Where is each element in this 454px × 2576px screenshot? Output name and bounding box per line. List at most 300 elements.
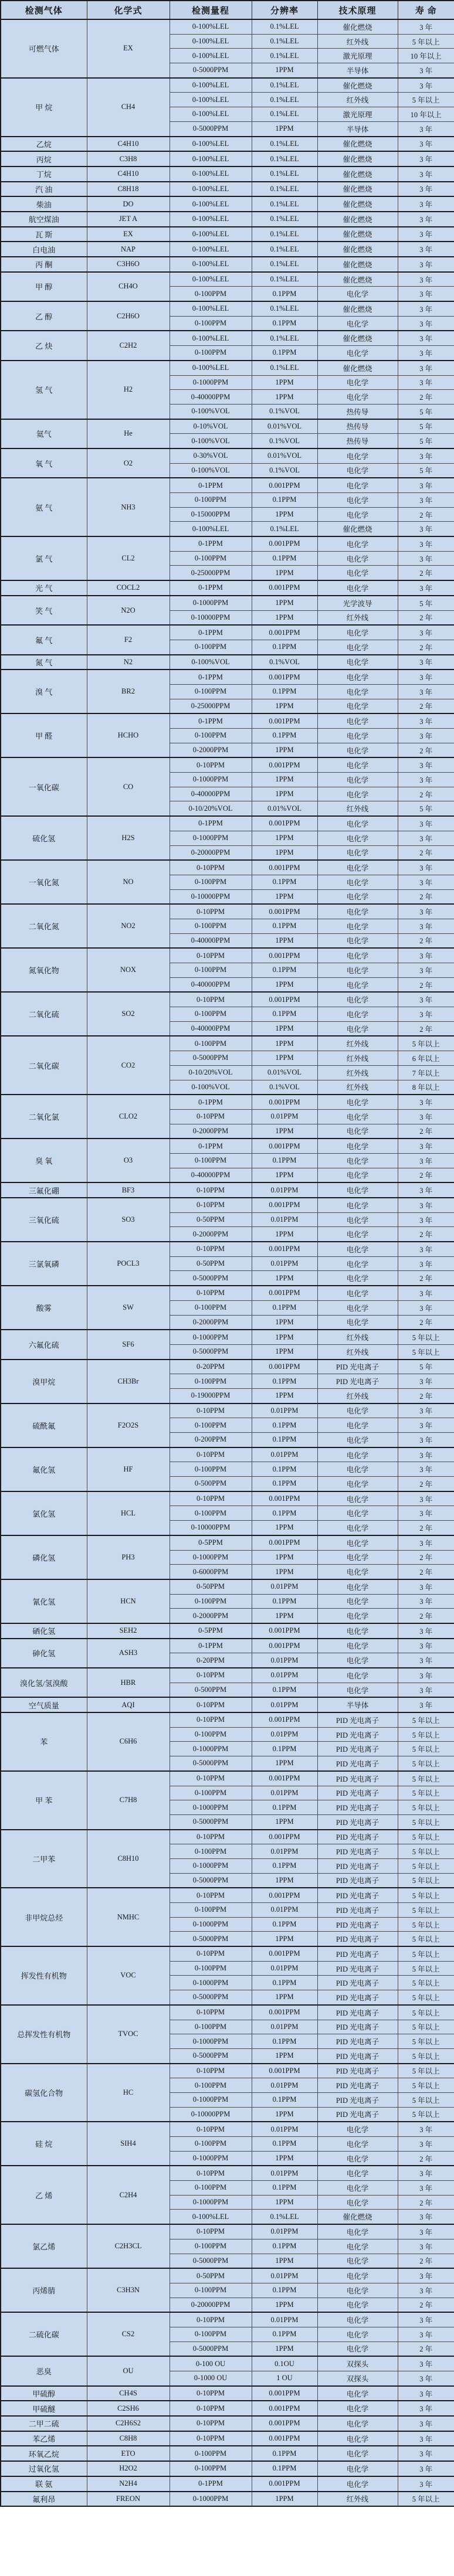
table-row <box>1 1946 454 1961</box>
life-cell: 5 年以上 <box>398 2492 454 2507</box>
principle-cell: PID 光电离子 <box>317 1961 398 1976</box>
principle-cell: 电化学 <box>317 860 398 875</box>
resolution-cell: 1PPM <box>252 773 317 787</box>
principle-cell: 电化学 <box>317 2298 398 2312</box>
range-cell: 0-40000PPM <box>170 977 252 992</box>
range-cell: 0-1000PPM <box>170 1550 252 1565</box>
resolution-cell: 0.01PPM <box>252 1403 317 1418</box>
range-cell: 0-1000PPM <box>170 1800 252 1815</box>
formula-cell: HF <box>87 1447 170 1491</box>
resolution-cell: 0.01PPM <box>252 2078 317 2093</box>
range-cell: 0-100PPM <box>170 2461 252 2476</box>
resolution-cell: 1PPM <box>252 1124 317 1139</box>
resolution-cell: 0.1PPM <box>252 2239 317 2254</box>
table-row <box>1 166 454 182</box>
life-cell: 3 年 <box>398 2401 454 2416</box>
life-cell: 3 年 <box>398 2210 454 2224</box>
range-cell: 0-50PPM <box>170 1256 252 1271</box>
range-cell: 0-100%LEL <box>170 107 252 122</box>
resolution-cell: 0.001PPM <box>252 536 317 551</box>
range-cell: 0-2000PPM <box>170 1124 252 1139</box>
resolution-cell: 0.1PPM <box>252 2034 317 2049</box>
principle-cell: 激光原理 <box>317 107 398 122</box>
resolution-cell: 1PPM <box>252 1814 317 1829</box>
gas-cell: 臭 氧 <box>1 1139 87 1182</box>
range-cell: 0-100%VOL <box>170 1080 252 1095</box>
resolution-cell: 0.01%VOL <box>252 801 317 816</box>
range-cell: 0-20PPM <box>170 1653 252 1668</box>
range-cell: 0-10PPM <box>170 992 252 1007</box>
range-cell: 0-5000PPM <box>170 1990 252 2005</box>
gas-cell: 可燃气体 <box>1 19 87 78</box>
gas-cell: 氧 气 <box>1 448 87 478</box>
gas-cell: 硅 烷 <box>1 2122 87 2166</box>
life-cell: 3 年 <box>398 301 454 316</box>
principle-cell: PID 光电离子 <box>317 2005 398 2020</box>
formula-cell: BR2 <box>87 670 170 713</box>
principle-cell: 电化学 <box>317 2137 398 2152</box>
principle-cell: 光学波导 <box>317 596 398 610</box>
principle-cell: 电化学 <box>317 699 398 713</box>
range-cell: 0-5000PPM <box>170 2341 252 2356</box>
principle-cell: PID 光电离子 <box>317 1932 398 1946</box>
table-row <box>1 2122 454 2136</box>
resolution-cell: 1PPM <box>252 1036 317 1051</box>
formula-cell: PH3 <box>87 1535 170 1579</box>
resolution-cell: 0.1%LEL <box>252 19 317 34</box>
life-cell: 3 年 <box>398 287 454 301</box>
resolution-cell: 0.01%VOL <box>252 419 317 434</box>
resolution-cell: 0.1PPM <box>252 1300 317 1315</box>
table-row <box>1 580 454 596</box>
principle-cell: PID 光电离子 <box>317 1742 398 1756</box>
resolution-cell: 1PPM <box>252 1021 317 1036</box>
principle-cell: 电化学 <box>317 2239 398 2254</box>
principle-cell: 电化学 <box>317 773 398 787</box>
resolution-cell: 1PPM <box>252 831 317 845</box>
range-cell: 0-10PPM <box>170 1888 252 1902</box>
resolution-cell: 0.1PPM <box>252 1594 317 1609</box>
resolution-cell: 1PPM <box>252 699 317 713</box>
resolution-cell: 0.01PPM <box>252 1668 317 1683</box>
formula-cell: C4H10 <box>87 137 170 152</box>
formula-cell: NAP <box>87 242 170 257</box>
resolution-cell: 0.01PPM <box>252 1256 317 1271</box>
resolution-cell: 0.01PPM <box>252 2224 317 2239</box>
resolution-cell: 1PPM <box>252 1609 317 1623</box>
range-cell: 0-1PPM <box>170 816 252 831</box>
resolution-cell: 0.1PPM <box>252 1462 317 1477</box>
table-row <box>1 1888 454 1902</box>
range-cell: 0-10PPM <box>170 1712 252 1727</box>
life-cell: 7 年以上 <box>398 1065 454 1080</box>
life-cell: 5 年 <box>398 419 454 434</box>
life-cell: 3 年 <box>398 361 454 375</box>
principle-cell: 电化学 <box>317 977 398 992</box>
gas-cell: 二氧化硫 <box>1 992 87 1036</box>
resolution-cell: 1PPM <box>252 596 317 610</box>
resolution-cell: 1 OU <box>252 2371 317 2386</box>
principle-cell: 电化学 <box>317 1403 398 1418</box>
resolution-cell: 0.001PPM <box>252 1491 317 1506</box>
principle-cell: 红外线 <box>317 1330 398 1344</box>
life-cell: 5 年以上 <box>398 2107 454 2122</box>
range-cell: 0-100%VOL <box>170 655 252 670</box>
header-resolution: 分辨率 <box>252 1 317 19</box>
principle-cell: 电化学 <box>317 478 398 492</box>
resolution-cell: 0.1%LEL <box>252 93 317 107</box>
principle-cell: 电化学 <box>317 655 398 670</box>
gas-cell: 氯化氢 <box>1 1491 87 1535</box>
formula-cell: C2H6S2 <box>87 2416 170 2431</box>
resolution-cell: 0.01PPM <box>252 1212 317 1227</box>
range-cell: 0-10PPM <box>170 2122 252 2136</box>
range-cell: 0-100%LEL <box>170 78 252 93</box>
life-cell: 3 年 <box>398 182 454 197</box>
principle-cell: 电化学 <box>317 1095 398 1109</box>
range-cell: 0-100PPM <box>170 963 252 978</box>
range-cell: 0-10PPM <box>170 948 252 963</box>
principle-cell: 电化学 <box>317 1286 398 1300</box>
range-cell: 0-10PPM <box>170 2224 252 2239</box>
range-cell: 0-100%LEL <box>170 361 252 375</box>
range-cell: 0-1PPM <box>170 580 252 596</box>
principle-cell: 电化学 <box>317 2312 398 2327</box>
range-cell: 0-20PPM <box>170 1360 252 1374</box>
resolution-cell: 0.01PPM <box>252 1109 317 1124</box>
range-cell: 0-40000PPM <box>170 1168 252 1182</box>
resolution-cell: 0.1PPM <box>252 2327 317 2341</box>
gas-cell: 苯乙烯 <box>1 2431 87 2446</box>
resolution-cell: 0.1PPM <box>252 963 317 978</box>
resolution-cell: 1PPM <box>252 1168 317 1182</box>
principle-cell: 红外线 <box>317 1036 398 1051</box>
range-cell: 0-5PPM <box>170 1535 252 1550</box>
life-cell: 3 年 <box>398 904 454 919</box>
formula-cell: DO <box>87 196 170 212</box>
principle-cell: 红外线 <box>317 1080 398 1095</box>
table-row <box>1 2431 454 2446</box>
formula-cell: EX <box>87 227 170 242</box>
range-cell: 0-100%LEL <box>170 272 252 287</box>
range-cell: 0-100PPM <box>170 316 252 331</box>
range-cell: 0-40000PPM <box>170 787 252 801</box>
resolution-cell: 0.01%VOL <box>252 448 317 463</box>
table-row <box>1 816 454 831</box>
principle-cell: 电化学 <box>317 2416 398 2431</box>
resolution-cell: 0.001PPM <box>252 1639 317 1653</box>
table-row <box>1 2461 454 2476</box>
life-cell: 2 年 <box>398 1168 454 1182</box>
life-cell: 3 年 <box>398 1594 454 1609</box>
life-cell: 5 年 <box>398 596 454 610</box>
principle-cell: 电化学 <box>317 2151 398 2166</box>
resolution-cell: 0.1OU <box>252 2356 317 2371</box>
life-cell: 3 年 <box>398 272 454 287</box>
life-cell: 5 年以上 <box>398 1888 454 1902</box>
life-cell: 3 年 <box>398 151 454 166</box>
principle-cell: 热传导 <box>317 404 398 419</box>
range-cell: 0-100PPM <box>170 1786 252 1800</box>
range-cell: 0-1PPM <box>170 625 252 640</box>
formula-cell: N2H4 <box>87 2476 170 2492</box>
life-cell: 3 年 <box>398 242 454 257</box>
resolution-cell: 0.001PPM <box>252 2401 317 2416</box>
life-cell: 2 年 <box>398 640 454 654</box>
range-cell: 0-500PPM <box>170 1683 252 1697</box>
range-cell: 0-10PPM <box>170 1697 252 1712</box>
range-cell: 0-10PPM <box>170 1771 252 1786</box>
principle-cell: 催化燃烧 <box>317 166 398 182</box>
range-cell: 0-1PPM <box>170 1095 252 1109</box>
principle-cell: 电化学 <box>317 1153 398 1168</box>
range-cell: 0-1PPM <box>170 2476 252 2492</box>
gas-cell: 硫化氢 <box>1 816 87 860</box>
range-cell: 0-1000 OU <box>170 2371 252 2386</box>
gas-cell: 氰化氢 <box>1 1579 87 1623</box>
resolution-cell: 0.1%LEL <box>252 361 317 375</box>
table-row <box>1 137 454 152</box>
header-range: 检测量程 <box>170 1 252 19</box>
range-cell: 0-10/20%VOL <box>170 1065 252 1080</box>
range-cell: 0-5000PPM <box>170 2254 252 2268</box>
resolution-cell: 1PPM <box>252 2195 317 2210</box>
resolution-cell: 1PPM <box>252 507 317 522</box>
life-cell: 3 年 <box>398 2312 454 2327</box>
range-cell: 0-10PPM <box>170 2312 252 2327</box>
principle-cell: 电化学 <box>317 1683 398 1697</box>
life-cell: 3 年 <box>398 1198 454 1212</box>
gas-cell: 空气质量 <box>1 1697 87 1712</box>
gas-cell: 丁烷 <box>1 166 87 182</box>
resolution-cell: 0.001PPM <box>252 1360 317 1374</box>
resolution-cell: 0.1PPM <box>252 2092 317 2107</box>
life-cell: 2 年 <box>398 2254 454 2268</box>
principle-cell: 红外线 <box>317 1344 398 1359</box>
formula-cell: HC <box>87 2064 170 2122</box>
principle-cell: 半导体 <box>317 121 398 136</box>
life-cell: 5 年以上 <box>398 1330 454 1344</box>
resolution-cell: 0.01PPM <box>252 1903 317 1918</box>
life-cell: 2 年 <box>398 1388 454 1403</box>
range-cell: 0-1000PPM <box>170 1917 252 1932</box>
range-cell: 0-100PPM <box>170 1300 252 1315</box>
principle-cell: 电化学 <box>317 743 398 757</box>
formula-cell: N2 <box>87 655 170 670</box>
resolution-cell: 0.1%VOL <box>252 434 317 448</box>
life-cell: 5 年以上 <box>398 1903 454 1918</box>
table-row <box>1 301 454 316</box>
life-cell: 5 年以上 <box>398 1858 454 1873</box>
table-row <box>1 1242 454 1256</box>
gas-cell: 溴 气 <box>1 670 87 713</box>
gas-cell: 甲硫醚 <box>1 2401 87 2416</box>
table-row <box>1 1139 454 1153</box>
range-cell: 0-40000PPM <box>170 933 252 948</box>
principle-cell: 电化学 <box>317 1506 398 1521</box>
gas-cell: 光 气 <box>1 580 87 596</box>
resolution-cell: 0.1PPM <box>252 1683 317 1697</box>
range-cell: 0-100PPM <box>170 1903 252 1918</box>
principle-cell: 红外线 <box>317 1388 398 1403</box>
resolution-cell: 0.001PPM <box>252 670 317 684</box>
life-cell: 3 年 <box>398 1242 454 1256</box>
table-row <box>1 904 454 919</box>
resolution-cell: 0.001PPM <box>252 1139 317 1153</box>
formula-cell: H2 <box>87 361 170 419</box>
life-cell: 2 年 <box>398 743 454 757</box>
life-cell: 2 年 <box>398 1227 454 1242</box>
life-cell: 3 年 <box>398 1139 454 1153</box>
principle-cell: PID 光电离子 <box>317 2107 398 2122</box>
resolution-cell: 0.1PPM <box>252 1374 317 1389</box>
resolution-cell: 0.001PPM <box>252 1623 317 1639</box>
resolution-cell: 0.001PPM <box>252 904 317 919</box>
principle-cell: PID 光电离子 <box>317 1917 398 1932</box>
resolution-cell: 0.01PPM <box>252 1697 317 1712</box>
resolution-cell: 1PPM <box>252 2492 317 2507</box>
principle-cell: 电化学 <box>317 2431 398 2446</box>
resolution-cell: 0.001PPM <box>252 1535 317 1550</box>
range-cell: 0-10PPM <box>170 2431 252 2446</box>
principle-cell: 电化学 <box>317 816 398 831</box>
principle-cell: 电化学 <box>317 1315 398 1330</box>
range-cell: 0-10PPM <box>170 1668 252 1683</box>
range-cell: 0-10000PPM <box>170 889 252 904</box>
life-cell: 2 年 <box>398 390 454 405</box>
principle-cell: 电化学 <box>317 1433 398 1447</box>
formula-cell: JET A <box>87 212 170 227</box>
resolution-cell: 0.001PPM <box>252 1095 317 1109</box>
table-row <box>1 1535 454 1550</box>
principle-cell: 电化学 <box>317 831 398 845</box>
life-cell: 3 年 <box>398 684 454 699</box>
principle-cell: 电化学 <box>317 787 398 801</box>
resolution-cell: 0.1%LEL <box>252 49 317 63</box>
life-cell: 2 年 <box>398 699 454 713</box>
life-cell: 3 年 <box>398 919 454 933</box>
principle-cell: PID 光电离子 <box>317 2078 398 2093</box>
resolution-cell: 0.1PPM <box>252 875 317 889</box>
table-row <box>1 2005 454 2020</box>
principle-cell: 电化学 <box>317 992 398 1007</box>
life-cell: 3 年 <box>398 121 454 136</box>
range-cell: 0-1000PPM <box>170 375 252 390</box>
formula-cell: NO2 <box>87 904 170 948</box>
table-row <box>1 992 454 1007</box>
resolution-cell: 0.1%VOL <box>252 655 317 670</box>
resolution-cell: 1PPM <box>252 933 317 948</box>
resolution-cell: 0.001PPM <box>252 478 317 492</box>
resolution-cell: 0.1PPM <box>252 2137 317 2152</box>
formula-cell: CH4S <box>87 2386 170 2401</box>
principle-cell: 电化学 <box>317 1212 398 1227</box>
principle-cell: PID 光电离子 <box>317 1830 398 1844</box>
principle-cell: PID 光电离子 <box>317 2048 398 2063</box>
resolution-cell: 0.1%LEL <box>252 34 317 49</box>
range-cell: 0-5000PPM <box>170 1271 252 1286</box>
life-cell: 5 年以上 <box>398 2078 454 2093</box>
resolution-cell: 1PPM <box>252 1756 317 1771</box>
principle-cell: 电化学 <box>317 2476 398 2492</box>
principle-cell: 电化学 <box>317 1462 398 1477</box>
gas-cell: 总挥发性有机物 <box>1 2005 87 2064</box>
life-cell: 3 年 <box>398 1109 454 1124</box>
life-cell: 2 年 <box>398 2341 454 2356</box>
principle-cell: 半导体 <box>317 63 398 78</box>
resolution-cell: 0.001PPM <box>252 1888 317 1902</box>
gas-cell: 二甲二硫 <box>1 2416 87 2431</box>
formula-cell: HCL <box>87 1491 170 1535</box>
resolution-cell: 1PPM <box>252 1271 317 1286</box>
resolution-cell: 1PPM <box>252 1565 317 1579</box>
range-cell: 0-10PPM <box>170 904 252 919</box>
range-cell: 0-100%LEL <box>170 242 252 257</box>
table-row <box>1 2386 454 2401</box>
resolution-cell: 0.001PPM <box>252 2431 317 2446</box>
principle-cell: 电化学 <box>317 889 398 904</box>
resolution-cell: 0.001PPM <box>252 2064 317 2078</box>
range-cell: 0-100PPM <box>170 1153 252 1168</box>
resolution-cell: 0.1%LEL <box>252 137 317 152</box>
principle-cell: 电化学 <box>317 493 398 508</box>
life-cell: 5 年以上 <box>398 1873 454 1888</box>
header-life: 寿 命 <box>398 1 454 19</box>
resolution-cell: 0.001PPM <box>252 816 317 831</box>
principle-cell: 红外线 <box>317 1051 398 1066</box>
resolution-cell: 0.1PPM <box>252 1917 317 1932</box>
range-cell: 0-100PPM <box>170 2020 252 2034</box>
range-cell: 0-25000PPM <box>170 566 252 580</box>
range-cell: 0-1PPM <box>170 1639 252 1653</box>
resolution-cell: 0.1%LEL <box>252 257 317 272</box>
gas-cell: 溴化氢/氢溴酸 <box>1 1668 87 1697</box>
life-cell: 3 年 <box>398 478 454 492</box>
resolution-cell: 0.001PPM <box>252 2386 317 2401</box>
range-cell: 0-100PPM <box>170 2239 252 2254</box>
table-row <box>1 2492 454 2507</box>
resolution-cell: 0.1PPM <box>252 346 317 361</box>
range-cell: 0-100%LEL <box>170 196 252 212</box>
gas-cell: 硫酰氟 <box>1 1403 87 1447</box>
life-cell: 3 年 <box>398 1374 454 1389</box>
gas-cell: 氢 气 <box>1 361 87 419</box>
resolution-cell: 0.1%LEL <box>252 212 317 227</box>
principle-cell: 催化燃烧 <box>317 196 398 212</box>
range-cell: 0-5000PPM <box>170 121 252 136</box>
resolution-cell: 0.001PPM <box>252 1286 317 1300</box>
range-cell: 0-100PPM <box>170 2078 252 2093</box>
principle-cell: PID 光电离子 <box>317 1814 398 1829</box>
principle-cell: PID 光电离子 <box>317 1873 398 1888</box>
principle-cell: 电化学 <box>317 1418 398 1433</box>
formula-cell: SF6 <box>87 1330 170 1359</box>
life-cell: 3 年 <box>398 2416 454 2431</box>
life-cell: 5 年以上 <box>398 1712 454 1727</box>
range-cell: 0-100PPM <box>170 287 252 301</box>
principle-cell: 电化学 <box>317 1639 398 1653</box>
gas-cell: 一氧化氮 <box>1 860 87 904</box>
resolution-cell: 0.001PPM <box>252 948 317 963</box>
life-cell: 2 年 <box>398 2151 454 2166</box>
principle-cell: 电化学 <box>317 1594 398 1609</box>
resolution-cell: 0.1%LEL <box>252 272 317 287</box>
resolution-cell: 0.01PPM <box>252 1653 317 1668</box>
range-cell: 0-10000PPM <box>170 2107 252 2122</box>
range-cell: 0-100%LEL <box>170 257 252 272</box>
resolution-cell: 0.1%LEL <box>252 2210 317 2224</box>
life-cell: 5 年以上 <box>398 2092 454 2107</box>
